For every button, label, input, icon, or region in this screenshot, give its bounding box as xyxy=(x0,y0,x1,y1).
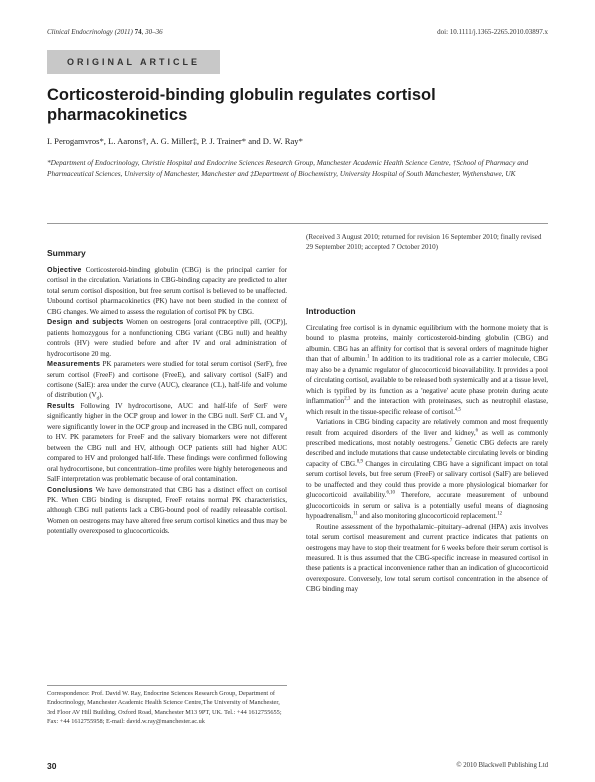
introduction-heading: Introduction xyxy=(306,306,356,316)
received-dates: (Received 3 August 2010; returned for revision 16 September 2010; finally revised 29 September 2010; accepted 7 October 2010) xyxy=(306,233,542,252)
citation-ref[interactable]: 1 xyxy=(367,355,370,360)
citation-ref[interactable]: 4,5 xyxy=(454,407,461,413)
conclusions-label: Conclusions xyxy=(47,485,93,494)
measurements-label: Measurements xyxy=(47,360,101,369)
article-title: Corticosteroid-binding globulin regulates cortisol pharmacokinetics xyxy=(47,86,436,124)
article-type-banner: ORIGINAL ARTICLE xyxy=(47,50,220,74)
author-list: I. Perogamvros*, L. Aarons†, A. G. Miller‡, P. J. Trainer* and D. W. Ray* xyxy=(47,136,303,146)
citation-ref[interactable]: 11 xyxy=(353,511,358,517)
intro-paragraph-3: Routine assessment of the hypothalamic–pituitary–adrenal (HPA) axis involves total serum cortisol measurement and current practice indicates that patients on oestrogens may have to stop their treatment for 6 weeks before their serum cortisol is measured. It is thus assumed that the CBG-specific increase in measured cortisol in these patients is a practical inconvenience rather than an indication of glucocorticoid overexposure. Conversely, low total serum cortisol concentration in the absence of CBG binding may xyxy=(306,522,548,594)
summary-results: Results Following IV hydrocortisone, AUC and half-life of SerF were significantly higher in the OCP group and lower in the CBG null. SerF CL and $V_d$ were significantly lower in the OCP group and increased in the CBG null, compared to HV. PK parameters for FreeF and the salivary biomarkers were not different between the CBG null and HV, although OCP patients still had higher AUC compared to HV and prolonged half-life. These findings were confirmed following oral hydrocortisone, but concentration–time profiles were highly heterogeneous and SalF interpretation was problematic because of oral contamination. xyxy=(47,401,287,484)
citation-ref[interactable]: 12 xyxy=(497,511,502,517)
introduction-column xyxy=(306,323,548,595)
affiliations: *Department of Endocrinology, Christie Hospital and Endocrine Sciences Research Group, Manchester Academic Health Science Centre, †School of Pharmacy and Pharmaceutical Sciences, University of Manchester, Manchester and ‡Department of Biochemistry, University Hospital of South Manchester, Wythenshawe, UK xyxy=(47,158,529,178)
intro-paragraph-1: Circulating free cortisol is in dynamic equilibrium with the hormone moiety that is bound to plasma proteins, mainly corticosteroid-binding globulin (CBG) and albumin. CBG has an affinity for cortisol that is several orders of magnitude higher than that of albumin.$^1$ In addition to its traditional role as a carrier molecule, CBG may also be a dynamic regulator of glucocorticoid bioavailability. It provides a pool of circulating cortisol, available to be released both systemically and at a tissue level, which is typified by its function as a 'negative' acute phase protein during acute inflammation$^{2,3}$ and the interaction with proteinases, such as neutrophil elastase, which result in the tissue-specific release of cortisol.$^{4,5}$ xyxy=(306,324,548,416)
citation-ref[interactable]: 6,10 xyxy=(386,490,395,496)
correspondence-note: Correspondence: Prof. David W. Ray, Endocrine Sciences Research Group, Department of Endocrinology, Manchester Academic Health Science Centre,The University of Manchester, 3rd Floor AV Hill Building, Oxford Road, Manchester M13 9PT, UK. Tel.: +44 1612755655; Fax: +44 1612755958; E-mail: david.w.ray@manchester.ac.uk xyxy=(47,690,282,726)
copyright-notice: © 2010 Blackwell Publishing Ltd xyxy=(456,762,548,769)
citation-ref[interactable]: 6 xyxy=(475,428,479,434)
results-label: Results xyxy=(47,401,75,410)
journal-name: Clinical Endocrinology (2011) xyxy=(47,28,133,36)
journal-citation xyxy=(47,28,163,36)
citation-ref[interactable]: 2,3 xyxy=(344,396,351,402)
intro-paragraph-2: Variations in CBG binding capacity are relatively common and most frequently result from acquired disorders of the liver and kidney,$^6$ as well as commonly prescribed medications, most notably oestrogens.$^7$ Genetic CBG defects are rarely described and include mutations that cause undetectable circulating levels or binding capacity of CBG.$^{8,9}$ Changes in circulating CBG have a significant impact on total serum cortisol levels, but free serum (FreeF) or salivary cortisol (SalF) are believed to be unaffected and they could thus provide a more physiological biomarker for glucocorticoid availability.$^{6,10}$ Therefore, accurate measurement of unbound glucocorticoids in serum or saliva is a potentially useful means of diagnosing hypoadrenalism,$^{11}$ and also monitoring glucocorticoid replacement.$^{12}$ xyxy=(306,418,549,521)
journal-volume: 74 xyxy=(134,28,142,36)
objective-label: Objective xyxy=(47,266,82,274)
doi-link[interactable]: doi: 10.1111/j.1365-2265.2010.03897.x xyxy=(437,28,548,36)
correspondence-rule xyxy=(47,685,287,686)
journal-pages: , 30–36 xyxy=(141,28,163,36)
citation-ref[interactable]: 8,9 xyxy=(356,459,363,465)
summary-design: Design and subjects Women on oestrogens [oral contraceptive pill, (OCP)], patients homozygous for a nonfunctioning CBG variant (CBG null) and healthy controls (HV) were studied before and after IV and oral administration of hydrocortisone 20 mg. xyxy=(47,318,287,358)
summary-objective: Objective Corticosteroid-binding globulin (CBG) is the principal carrier for cortisol in the circulation. Variations in CBG-binding capacity are predicted to alter total serum cortisol disposition, but free serum cortisol is believed to be unaffected. Unbound cortisol pharmacokinetics (PK) have not been studied in the context of CBG changes. We aimed to assess the regulation of cortisol PK by CBG. xyxy=(47,266,287,316)
summary-column xyxy=(47,265,287,537)
summary-heading: Summary xyxy=(47,248,86,258)
summary-conclusions: Conclusions We have demonstrated that CBG has a distinct effect on cortisol PK. When CBG binding is disrupted, FreeF retains normal PK characteristics, although CBG null patients lack a CBG-bound pool of readily releasable cortisol. Women on oestrogens may have altered free serum cortisol kinetics and thus may be potentially overexposed to glucocorticoids. xyxy=(47,485,287,536)
header-rule xyxy=(47,223,548,224)
citation-ref[interactable]: 7 xyxy=(449,438,453,444)
design-label: Design and subjects xyxy=(47,318,124,327)
page-number: 30 xyxy=(47,761,57,771)
summary-measurements: Measurements PK parameters were studied for total serum cortisol (SerF), free serum cortisol (FreeF) and cortisone (FreeE), and salivary cortisol (SalF) and cortisone (SalE): area under the curve (AUC), clearance (CL), half-life and volume of distribution $(V_d)$. xyxy=(47,360,287,402)
